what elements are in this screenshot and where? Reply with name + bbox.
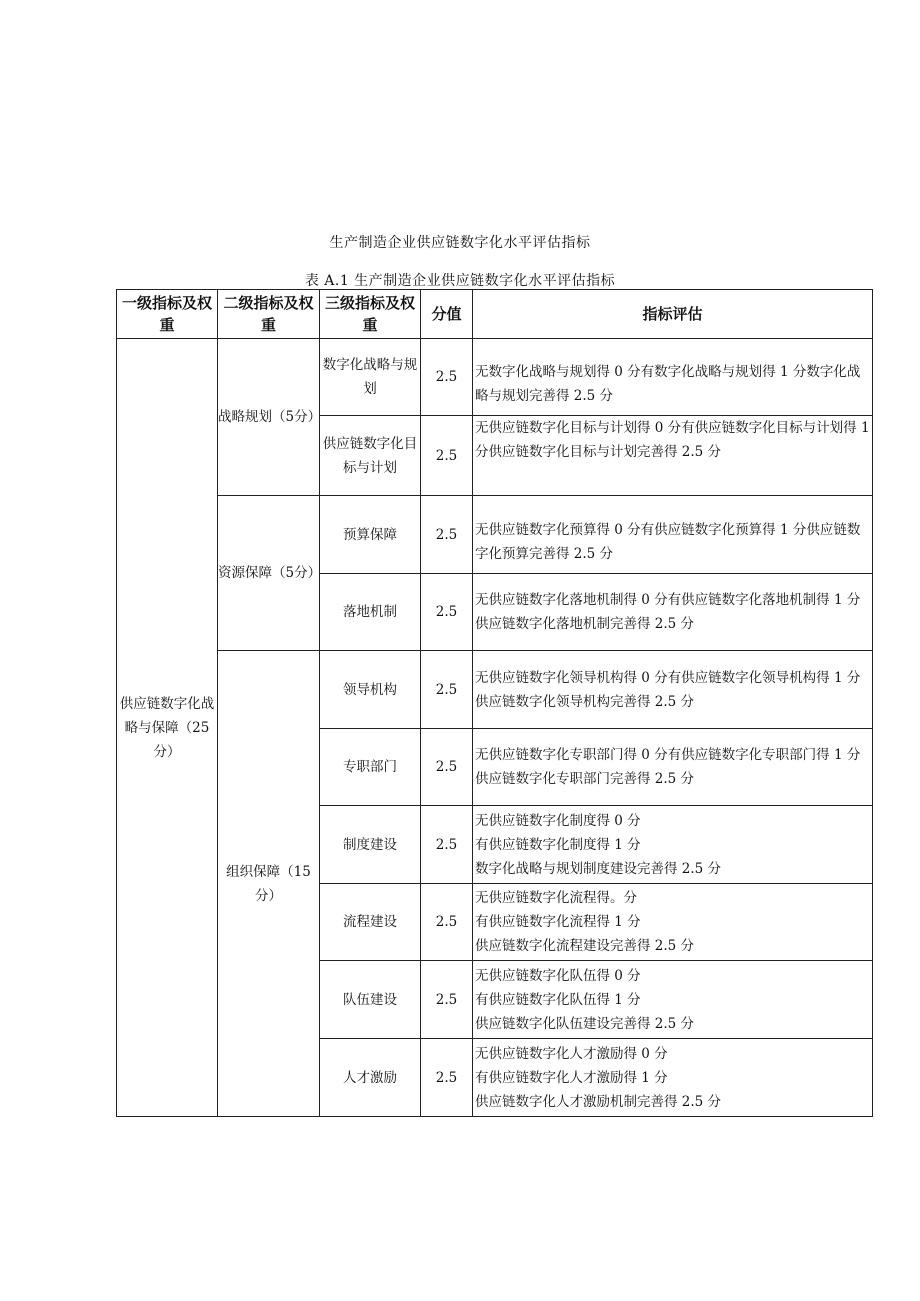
evaluation-line: 无供应链数字化制度得 0 分	[475, 812, 641, 829]
evaluation-cell	[473, 1039, 873, 1117]
header-level3: 三级指标及权重	[320, 290, 421, 339]
header-level1: 一级指标及权重	[117, 290, 218, 339]
table-caption: 表 A.1 生产制造企业供应链数字化水平评估指标	[304, 273, 616, 289]
score-cell: 2.5	[421, 496, 473, 574]
evaluation-line: 无供应链数字化人才激励得 0 分	[475, 1045, 668, 1062]
evaluation-line: 供应链数字化专职部门完善得 2.5 分	[475, 771, 695, 787]
evaluation-cell	[473, 884, 873, 961]
table-header-row	[117, 290, 873, 339]
score-cell: 2.5	[421, 651, 473, 729]
level2-cell: 战略规划（5分）	[218, 339, 320, 496]
level2-cell: 资源保障（5分）	[218, 496, 320, 651]
evaluation-line: 无供应链数字化专职部门得 0 分有供应链数字化专职部门得 1 分	[475, 747, 861, 763]
evaluation-cell	[473, 651, 873, 729]
header-evaluation: 指标评估	[473, 290, 873, 339]
table-row	[117, 496, 873, 574]
evaluation-line: 数字化战略与规划制度建设完善得 2.5 分	[475, 860, 722, 877]
level3-cell: 供应链数字化目标与计划	[320, 416, 421, 496]
evaluation-line: 无供应链数字化落地机制得 0 分有供应链数字化落地机制得 1 分	[475, 592, 861, 608]
evaluation-line: 无供应链数字化目标与计划得 0 分有供应链数字化目标与计划得 1 分供应链数字化目标与计划完善得 2.5 分	[475, 420, 870, 460]
score-cell: 2.5	[421, 1039, 473, 1117]
evaluation-line: 有供应链数字化队伍得 1 分	[475, 991, 641, 1008]
document-title: 生产制造企业供应链数字化水平评估指标	[329, 235, 591, 251]
evaluation-line: 无供应链数字化预算得 0 分有供应链数字化预算得 1 分供应链数字化预算完善得 2.5 分	[475, 521, 861, 562]
level3-cell: 队伍建设	[320, 961, 421, 1039]
evaluation-line: 供应链数字化领导机构完善得 2.5 分	[475, 693, 695, 710]
evaluation-line: 供应链数字化流程建设完善得 2.5 分	[475, 938, 695, 954]
evaluation-cell	[473, 574, 873, 651]
header-level2: 二级指标及权重	[218, 290, 320, 339]
evaluation-cell	[473, 496, 873, 574]
score-cell: 2.5	[421, 729, 473, 806]
score-cell: 2.5	[421, 339, 473, 416]
level3-cell: 流程建设	[320, 884, 421, 961]
evaluation-cell	[473, 339, 873, 416]
evaluation-cell	[473, 961, 873, 1039]
score-cell: 2.5	[421, 884, 473, 961]
score-cell: 2.5	[421, 961, 473, 1039]
level3-cell: 人才激励	[320, 1039, 421, 1117]
evaluation-line: 有供应链数字化制度得 1 分	[475, 836, 641, 853]
level3-cell: 领导机构	[320, 651, 421, 729]
evaluation-line: 供应链数字化落地机制完善得 2.5 分	[475, 616, 695, 632]
level3-cell: 落地机制	[320, 574, 421, 651]
level3-cell: 制度建设	[320, 806, 421, 884]
level1-cell: 供应链数字化战略与保障（25分）	[117, 339, 218, 1117]
evaluation-line: 有供应链数字化人才激励得 1 分	[475, 1069, 668, 1086]
level3-cell: 专职部门	[320, 729, 421, 806]
evaluation-cell	[473, 416, 873, 496]
level3-cell: 数字化战略与规划	[320, 339, 421, 416]
score-cell: 2.5	[421, 806, 473, 884]
level2-cell: 组织保障（15分）	[218, 651, 320, 1117]
evaluation-cell	[473, 729, 873, 806]
level3-cell: 预算保障	[320, 496, 421, 574]
evaluation-line: 无供应链数字化流程得。分	[475, 890, 637, 906]
evaluation-line: 无供应链数字化领导机构得 0 分有供应链数字化领导机构得 1 分	[475, 669, 861, 686]
score-cell: 2.5	[421, 574, 473, 651]
evaluation-line: 供应链数字化队伍建设完善得 2.5 分	[475, 1015, 695, 1032]
evaluation-cell	[473, 806, 873, 884]
table-row	[117, 651, 873, 729]
evaluation-line: 有供应链数字化流程得 1 分	[475, 914, 641, 930]
evaluation-line: 无供应链数字化队伍得 0 分	[475, 967, 641, 984]
evaluation-table	[116, 289, 873, 1117]
table-row	[117, 339, 873, 416]
evaluation-line: 无数字化战略与规划得 0 分有数字化战略与规划得 1 分数字化战略与规划完善得 2.5 分	[475, 364, 861, 404]
evaluation-line: 供应链数字化人才激励机制完善得 2.5 分	[475, 1093, 722, 1110]
score-cell: 2.5	[421, 416, 473, 496]
header-score: 分值	[421, 290, 473, 339]
